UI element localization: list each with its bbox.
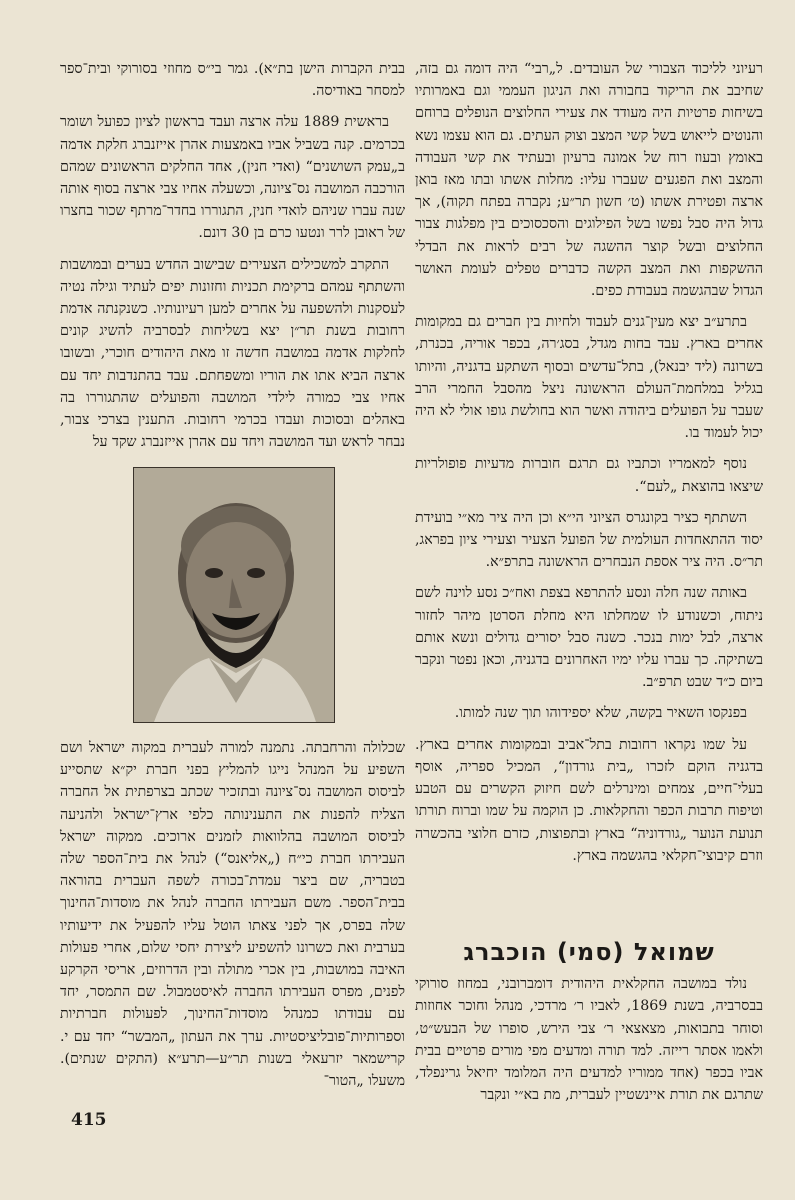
paragraph: בראשית 1889 עלה ארצה ועבד בראשון לציון כפועל ושומר בכרמים. קנה בשביל אביו באמצעות אהרן אייזנברג חלקת אדמה ב„עמק השושנים“ (ואדי חנין), אחד החלקים הראשונים שמהם הורכבה המושבה נס־ציונה, וכשעלה אחיו צבי ארצה בסוף אותה שנה עברו שניהם לואדי חנין, התגוררו בחדר־מרתף שכור בחצרו של ראובן לרר ונטעו כרם בן 30 דונם. bbox=[60, 114, 405, 242]
biography-title: שמואל (סמי) הוכברג bbox=[463, 938, 715, 966]
paragraph: בתרע״ב יצא מעין־גנים לעבוד ולחיות בין חברים גם במקומות אחרים בארץ. עבד בחות מגדל, בסג׳רה, בכפר אוריה, בכנרת, בשרונה (ליד יבנאל), בתל־עדשים ובסוף השתקע בדגניה, והיותו בגליל במלחמת־העולם הראשונה ניצל מהסבל החמרי הרב שעבר על הפועלים ביהודה ואשר הוא בחולשת גופו אולי לא היה יכול לעמוד בו. bbox=[415, 314, 763, 442]
paragraph: על שמו נקראו רחובות בתל־אביב ובמקומות אחרים בארץ. בדגניה הוקם לזכרו „בית גורדון“, המכיל ספריה, אוסף בעלי־חיים, צמחים ומינרלים לשם חיזוק הקשרים עם הטבע וטיפוח תרבות הכפר והחקלאות. כן הוקמה על שמו וברוח תורתו תנועת הנוער „גורדוניה“ בארץ ובתפוצות, כזרם חלוצי בהכשרה וזרם קיבוצי־חקלאי בהגשמה בארץ. bbox=[415, 736, 763, 864]
paragraph: התקרב למשכילים הצעירים שבישוב החדש בערים ובמושבות והשתתף עמהם ברקימת תכניות וחזונות יפים לעתיד וגילה נטיה לעסקנות ולהשפעה על אחרים למען רעיונותיו. כשנקנתה אדמת רחובות בשנת תר״ן יצא בשליחות לבסרביה להשיג קונים לחלקות אדמה במושבה חדשה זו מאת היהודים חוכרי, ובשובו ארצה הביא אתו את הוריו ומשפחתם. עבד בהתנדבות יחד עם אחיו צבי כמורה לילדי המושבה והפועלים שהתגוררו בה באהלים ובסוכות ועבדו בכרמי רחובות. התענין בצרכי צבור, נבחר לראש ועד המושבה ויחד עם אהרן אייזנברג שקד על bbox=[60, 256, 405, 451]
portrait-illustration bbox=[134, 468, 334, 722]
paragraph: נוסף למאמריו וכתביו גם תרגם חוברות מדעיות פופולריות שיצאו בהוצאת „לעם“. bbox=[415, 456, 763, 495]
page-number: 415 bbox=[71, 1110, 107, 1130]
paragraph: השתתף כציר בקונגרס הציוני הי״א וכן היה ציר מא״י בועידת יסוד ההתאחדות העולמית של הפועל הצעיר וצעירי ציון בפראג, תר״ס. היה ציר אספת הנבחרים הראשונה בתרפ״א. bbox=[415, 509, 763, 571]
right-column-bottom bbox=[415, 935, 763, 1115]
paragraph: באותה שנה חלה ונסע להתרפא בצפת ואח״כ נסע לוינה לשם ניתוח, וכשנודע לו שמחלתו היא מחלת הסרטן מיהר לחזור ארצה, לבל ימות בנכר. כשנה סבל יסורים גדולים ונשא אותם בשתיקה. כך עברו עליו ימיו האחרונים בדגניה, וכאן נפטר ונקבר ביום כ״ד שבט תרפ״ב. bbox=[415, 585, 763, 691]
paragraph: רעיוני לליכוד הצבורי של העובדים. ל„רבי“ היה דומה גם בזה, שחיבב את הריקוד בחבורה ואת הניגון העממי וגם באמרותיו בשיחות פרטיות היה מעודד את צעירי החלוצים הנופלים ברוחם והנוטים לייאוש בשל קשי המצב וצוק העתים. גם הוא עצמו נשא באומץ ובעוז רוח של אמונה ברעיון ובעתיד את קשי העבודה והמצב ואת הפגעים שעברו עליו: מחלות אשתו ובתו מאז בואן ארצה ופטירת אשתו (ט׳ חשון תר״ע; נקברה בפתח תקוה), אך גדול היה סבל נפשו בשל הפילוגים והסכסוכים בין מפלגות צבור החלוצים ובשל קוצר ההשגה של רבים לראות את הבדלי ההשקפות ואת המצב הקשה כדברים טפלים לעומת האושר הגדול שבהגשמה בעבודת כפים. bbox=[415, 61, 763, 300]
left-column-top bbox=[60, 58, 405, 462]
portrait-photo bbox=[133, 467, 335, 723]
paragraph: נולד במושבה החקלאית היהודית דומברובני, במחוז סורוקי בבסרביה, בשנת 1869, לאביו ר׳ מרדכי, מנהל וחוכר אחוזות וסוחר בתבואות, מצאצאי ר׳ צבי הירש, סופרו של הבעש״ט, ולאמו אסתר רייזה. למד תורה ומדעים מפי מורים פרטיים בבית אביו בכפר (אחד ממוריו למדעים היה המלומד יחיאל גרינפלד, שתרגם את תורת איינשטיין לעברית, מת בא״י ונקבר bbox=[415, 976, 763, 1104]
paragraph: בפנקסו השאיר בקשה, שלא יספידוהו תוך שנה למותו. bbox=[454, 705, 747, 722]
left-column-bottom bbox=[60, 737, 405, 1101]
paragraph: שכלולה והרחבתה. נתמנה למורה לעברית במקוה ישראל ושם השפיע על המנהל נייגו להמליץ בפני חברת יק״א שתסייע לביסוס המושבה נס־ציונה ובתזכיר שכתב בצרפתית אל החברה הצליח להפנות את התענינותה כלפי ארץ־ישראל ולהניעה לביסוס המושבה בהלוואות לזמנים ארוכים. ממקוה ישראל העבירתו חברת כי״ח („אליאנס“) לנהל את בית־הספר שלה בטבריה, שם ביצר עמדת־בכורה לשפה העברית בהוראה בבית־הספר. משם העבירתו החברה לנהל את מוסדות־החינוך שלה בפרס, אך לפני צאתו הוטל עליו להפעיל את ידיעותיו בערבית ואת כשרונו להשפיע ליצירת יחסי שלום, אחרי פעולות האיבה במושבות, בין אכרי מתולה ובין הדרוזים, אריסי הקרקע לפנים, מפרס העבירתו החברה לאיסטמבול. שם התמסר, יחד עם עבודתו כמנהל מוסדות־החינוך, לפעולות חברתיות וספרותיות־פובליציסטיות. ערך את העתון „המבשר“ יחד עם י. קרישמאר יזרעאלי בשנות תר״ע—תרע״א (התקים שנתים). משעלו „הטור־ bbox=[60, 740, 405, 1090]
right-column-top bbox=[415, 58, 763, 876]
paragraph: בבית הקברות הישן בת״א). גמר בי״ס מחוזי בסורוקי ובית־ספר למסחר באודיסה. bbox=[60, 61, 405, 100]
